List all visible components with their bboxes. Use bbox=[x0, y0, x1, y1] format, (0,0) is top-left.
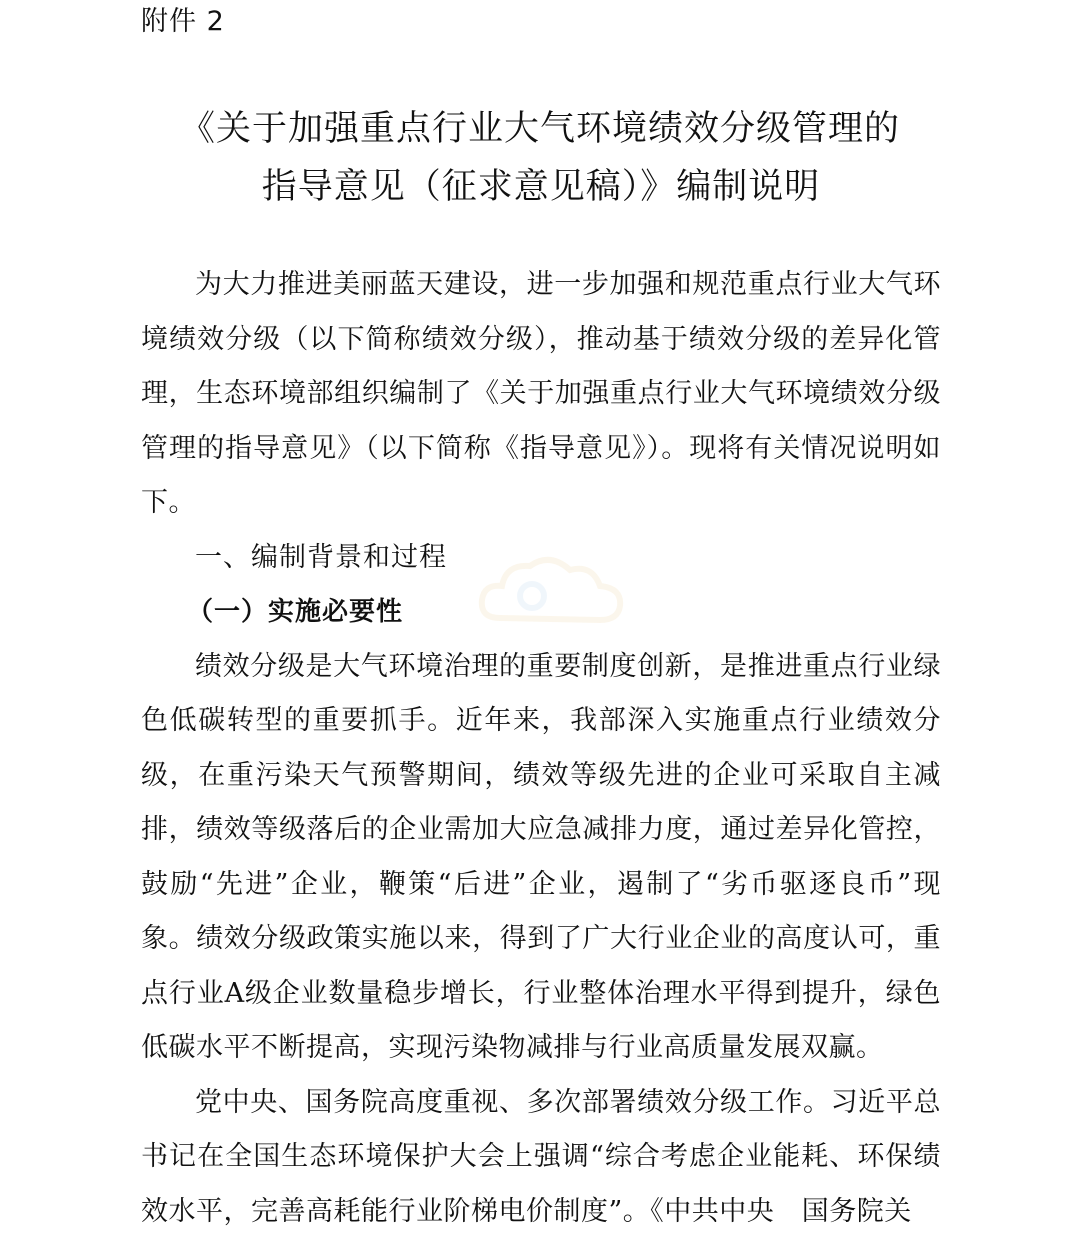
subsection-heading-necessity: （一）实施必要性 bbox=[141, 585, 941, 640]
intro-paragraph: 为大力推进美丽蓝天建设，进一步加强和规范重点行业大气环境绩效分级（以下简称绩效分级），推动基于绩效分级的差异化管理，生态环境部组织编制了《关于加强重点行业大气环境绩效分级管理的指导意见》（以下简称《指导意见》）。现将有关情况说明如下。 bbox=[141, 258, 941, 531]
section-heading-background: 一、编制背景和过程 bbox=[141, 531, 941, 586]
document-body bbox=[141, 258, 941, 1239]
document-title-line-2: 指导意见（征求意见稿）》编制说明 bbox=[100, 158, 980, 216]
document-title bbox=[100, 100, 980, 216]
attachment-label: 附件 2 bbox=[141, 4, 225, 40]
document-title-line-1: 《关于加强重点行业大气环境绩效分级管理的 bbox=[100, 100, 980, 158]
necessity-paragraph: 绩效分级是大气环境治理的重要制度创新，是推进重点行业绿色低碳转型的重要抓手。近年来，我部深入实施重点行业绩效分级，在重污染天气预警期间，绩效等级先进的企业可采取自主减排，绩效等级落后的企业需加大应急减排力度，通过差异化管控，鼓励“先进”企业，鞭策“后进”企业，遏制了“劣币驱逐良币”现象。绩效分级政策实施以来，得到了广大行业企业的高度认可，重点行业A级企业数量稳步增长，行业整体治理水平得到提升，绿色低碳水平不断提高，实现污染物减排与行业高质量发展双赢。 bbox=[141, 640, 941, 1076]
party-central-paragraph: 党中央、国务院高度重视、多次部署绩效分级工作。习近平总书记在全国生态环境保护大会上强调“综合考虑企业能耗、环保绩效水平，完善高耗能行业阶梯电价制度”。《中共中央 国务院关 bbox=[141, 1076, 941, 1239]
